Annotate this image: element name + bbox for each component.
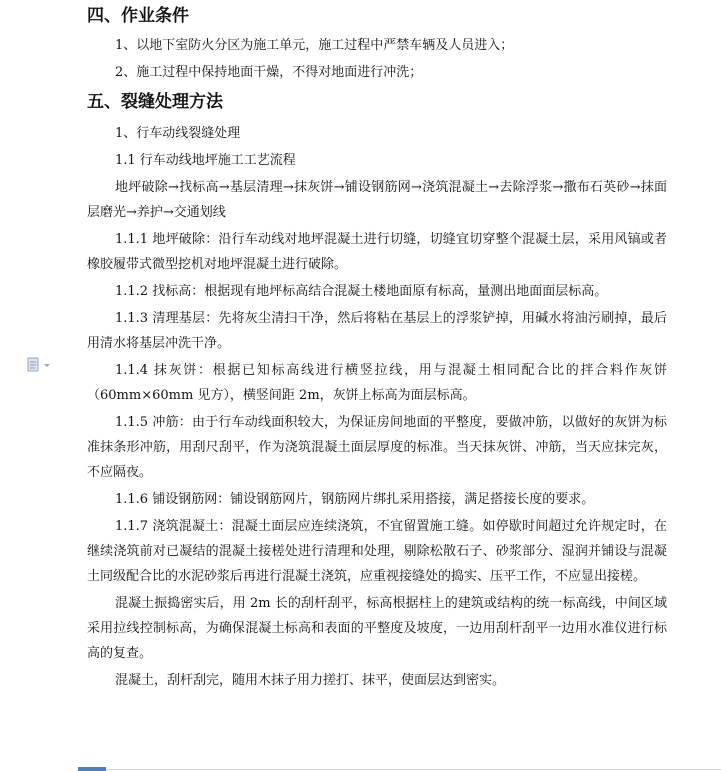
paragraph-last: 混凝土，刮杆刮完，随用木抹子用力搓打、抹平，使面层达到密实。: [115, 673, 506, 688]
step-1-1-2: 1.1.2 找标高：根据现有地坪标高结合混凝土楼地面原有标高，量测出地面面层标高。: [115, 284, 608, 299]
step-1-1-6: 1.1.6 铺设钢筋网：铺设钢筋网片，钢筋网片绑扎采用搭接，满足搭接长度的要求。: [115, 492, 595, 507]
step-1-1-5: 1.1.5 冲筋：由于行车动线面积较大，为保证房间地面的平整度，要做冲筋，以做好的灰饼为标准抹条形冲筋，用刮尺刮平，作为浇筑混凝土面层厚度的标准。当天抹灰饼、冲筋，当天应抹完灰，不应隔夜。: [87, 415, 667, 480]
page-indicator: [78, 767, 106, 771]
subheading-1: 1、行车动线裂缝处理: [115, 126, 241, 141]
step-1-1-1: 1.1.1 地坪破除：沿行车动线对地坪混凝土进行切缝，切缝宜切穿整个混凝土层，采用风镐或者橡胶履带式微型挖机对地坪混凝土进行破除。: [87, 232, 667, 272]
bottom-divider: [106, 769, 721, 770]
comment-icon[interactable]: [26, 357, 58, 373]
subheading-1-1: 1.1 行车动线地坪施工工艺流程: [115, 153, 296, 168]
section-5-heading: 五、裂缝处理方法: [87, 92, 223, 112]
section-4-item-2: 2、施工过程中保持地面干燥，不得对地面进行冲洗；: [115, 65, 423, 80]
paragraph-vibrate: 混凝土振捣密实后，用 2m 长的刮杆刮平，标高根据柱上的建筑或结构的统一标高线，中间区域采用拉线控制标高，为确保混凝土标高和表面的平整度及坡度，一边用刮杆刮平一边用水准仪进行标高的复查。: [87, 596, 667, 661]
section-4-heading: 四、作业条件: [87, 6, 189, 26]
process-flow: 地坪破除→找标高→基层清理→抹灰饼→铺设钢筋网→浇筑混凝土→去除浮浆→撒布石英砂→抹面层磨光→养护→交通划线: [87, 180, 667, 220]
step-1-1-3: 1.1.3 清理基层：先将灰尘清扫干净，然后将粘在基层上的浮浆铲掉，用碱水将油污刷掉，最后用清水将基层冲洗干净。: [87, 311, 667, 351]
section-4-item-1: 1、以地下室防火分区为施工单元，施工过程中严禁车辆及人员进入；: [115, 38, 514, 53]
document-body: [87, 0, 667, 693]
step-1-1-4: 1.1.4 抹灰饼：根据已知标高线进行横竖拉线，用与混凝土相同配合比的拌合料作灰饼（60mm×60mm 见方），横竖间距 2m，灰饼上标高为面层标高。: [87, 363, 667, 403]
step-1-1-7: 1.1.7 浇筑混凝土：混凝土面层应连续浇筑，不宜留置施工缝。如停歇时间超过允许规定时，在继续浇筑前对已凝结的混凝土接槎处进行清理和处理，剔除松散石子、砂浆部分、湿润并铺设与混凝土同级配合比的水泥砂浆后再进行混凝土浇筑，应重视接缝处的捣实、压平工作，不应显出接槎。: [87, 519, 667, 584]
